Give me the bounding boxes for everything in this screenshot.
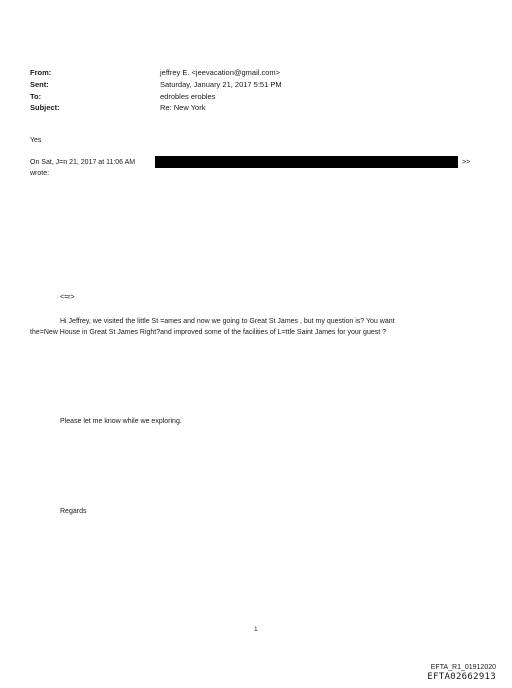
closing-text: Regards bbox=[60, 508, 87, 515]
quote-intro: On Sat, J=n 21, 2017 at 11:06 AM bbox=[30, 159, 136, 166]
reply-text: Yes bbox=[30, 137, 42, 144]
sent-label: Sent: bbox=[30, 80, 49, 89]
bates-stamp-secondary: EFTA02662913 bbox=[427, 672, 496, 682]
from-value: jeffrey E. <jeevacation@gmail.com> bbox=[160, 68, 281, 77]
bates-stamp-primary: EFTA_R1_01912020 bbox=[430, 664, 496, 671]
sent-value: Saturday, January 21, 2017 5:51 PM bbox=[160, 80, 282, 89]
quote-intro-tail: >> bbox=[462, 159, 471, 166]
from-label: From: bbox=[30, 68, 52, 77]
to-value: edrobles erobles bbox=[160, 92, 216, 101]
subject-label: Subject: bbox=[30, 103, 60, 112]
request-text: Please let me know while we exploring. bbox=[60, 418, 182, 425]
subject-value: Re: New York bbox=[160, 103, 206, 112]
paragraph-line-2: the=New House in Great St James Right?and improved some of the facilities of L=ttle Saint James for your guest ? bbox=[30, 329, 387, 336]
to-label: To: bbox=[30, 92, 42, 101]
br-tag-text: <=r> bbox=[60, 294, 75, 301]
paragraph-line-1: Hi Jeffrey, we visited the little St =ames and now we going to Great St James , but my question is? You want bbox=[60, 318, 395, 325]
redaction-bar bbox=[155, 156, 458, 168]
quote-wrote: wrote: bbox=[30, 170, 50, 177]
page-number: 1 bbox=[254, 626, 258, 633]
